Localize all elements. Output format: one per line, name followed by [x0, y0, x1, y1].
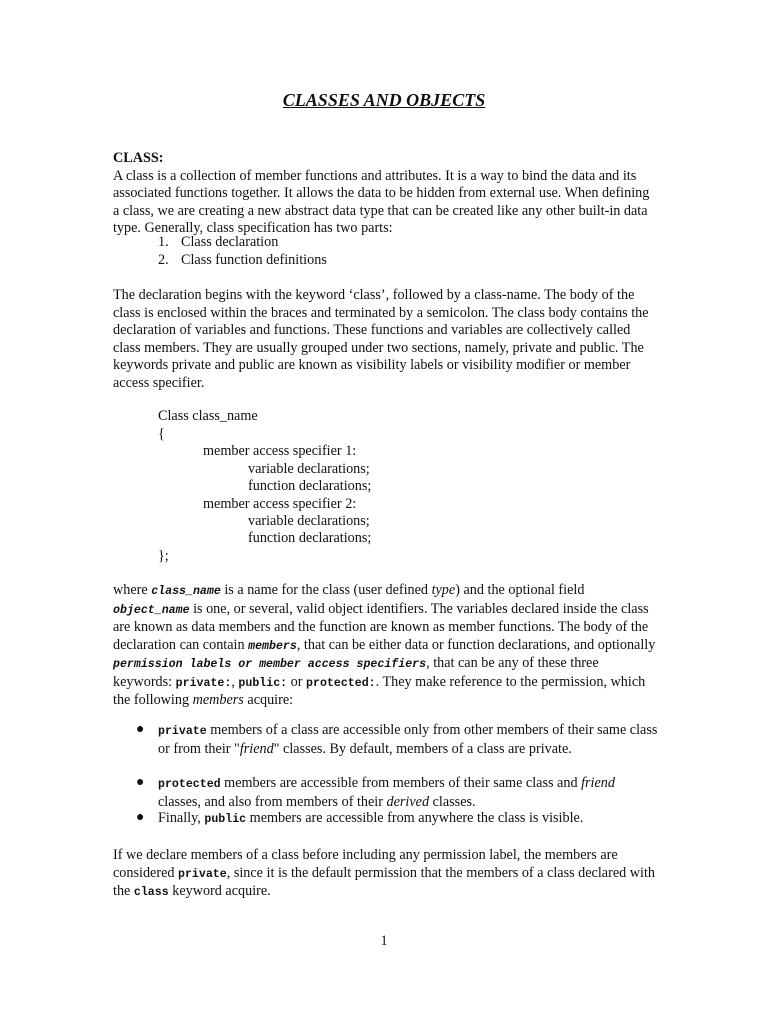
emphasis: friend — [581, 775, 615, 791]
where-paragraph — [113, 582, 658, 710]
intro-paragraph: A class is a collection of member functions and attributes. It is a way to bind the data and its associated functions together. It allows the data to be hidden from external use. When defining a class, we are creating a new abstract data type that can be created like any other built-in data type. Generally, class specification has two parts: — [113, 167, 650, 236]
text-run: is one, or several, valid object identifiers. The variables declared inside the class are known as data members and the function are known as member functions. The body of the declaration can contain — [113, 600, 649, 653]
code-line: member access specifier 1: — [203, 443, 357, 459]
text-run: . They make reference to the permission, which the following — [113, 673, 646, 708]
code-keyword: private — [158, 725, 207, 738]
code-keyword: protected — [158, 778, 221, 791]
list-item — [158, 252, 327, 270]
bullet-icon: ● — [136, 722, 145, 737]
code-keyword: class — [133, 886, 169, 899]
text-run: members of a class are accessible only from other members of their same class or from their " — [158, 722, 658, 757]
text-run: acquire: — [243, 692, 294, 708]
emphasis: derived — [386, 793, 430, 810]
code-line: variable declarations; — [248, 461, 370, 477]
text-run: keyword acquire. — [168, 883, 271, 899]
code-line: { — [158, 426, 165, 442]
text-run: members are accessible from anywhere the class is visible. — [246, 810, 584, 826]
code-line: member access specifier 2: — [203, 496, 357, 512]
text-run: , that can be any of these three keywords: — [113, 655, 599, 690]
bullet-item — [158, 810, 658, 829]
emphasis: members — [192, 692, 244, 708]
code-term: members — [248, 639, 297, 653]
bullet-item — [158, 722, 658, 758]
text-run: , since it is the default permission that the members of a class declared with the — [113, 864, 655, 899]
code-keyword: protected: — [306, 676, 376, 690]
code-keyword: public: — [238, 676, 288, 690]
list-number: 2. — [158, 252, 169, 268]
text-run: Finally, — [158, 810, 205, 826]
text-run: where — [113, 582, 152, 598]
bullet-icon: ● — [136, 810, 145, 825]
text-run: or — [287, 673, 307, 690]
page-title: CLASSES AND OBJECTS — [282, 90, 486, 110]
code-term: class_name — [151, 585, 221, 598]
text-run: classes. — [429, 793, 476, 810]
closing-paragraph — [113, 847, 658, 902]
text-run: " classes. By default, members of a class are private. — [273, 740, 572, 757]
code-line: function declarations; — [248, 530, 372, 546]
code-term: permission labels or member access specifiers — [113, 658, 427, 671]
text-run: is a name for the class (user defined — [220, 582, 432, 598]
emphasis: friend — [239, 740, 274, 757]
text-run: , — [231, 673, 239, 690]
list-number: 1. — [158, 234, 169, 250]
code-keyword: public — [204, 813, 247, 826]
text-run: ) and the optional field — [455, 582, 585, 598]
list-text: Class declaration — [181, 234, 279, 250]
code-line: }; — [158, 548, 169, 564]
code-term: object_name — [113, 603, 190, 617]
class-section — [113, 150, 658, 238]
code-line: Class class_name — [158, 408, 258, 424]
text-run: If we declare members of a class before including any permission label, the members are considered — [113, 847, 618, 881]
bullet-item — [158, 775, 658, 811]
emphasis: type — [431, 582, 456, 598]
page-number: 1 — [380, 933, 388, 949]
list-text: Class function definitions — [181, 252, 327, 268]
section-heading: CLASS: — [113, 150, 164, 166]
code-keyword: private — [178, 867, 227, 881]
text-run: , that can be either data or function declarations, and optionally — [296, 636, 656, 653]
code-line: variable declarations; — [248, 513, 370, 529]
bullet-icon: ● — [136, 775, 145, 790]
code-keyword: private: — [175, 676, 232, 690]
text-run: classes, and also from members of their — [158, 793, 387, 810]
list-item — [158, 234, 278, 252]
declaration-paragraph: The declaration begins with the keyword ‘class’, followed by a class-name. The body of the class is enclosed within the braces and terminated by a semicolon. The class body contains the declaration of variables and functions. These functions and variables are collectively called class members. They are usually grouped under two sections, namely, private and public. The keywords private and public are known as visibility labels or visibility modifier or member access specifier. — [113, 287, 649, 391]
code-line: function declarations; — [248, 478, 372, 494]
text-run: members are accessible from members of their same class and — [220, 775, 582, 791]
